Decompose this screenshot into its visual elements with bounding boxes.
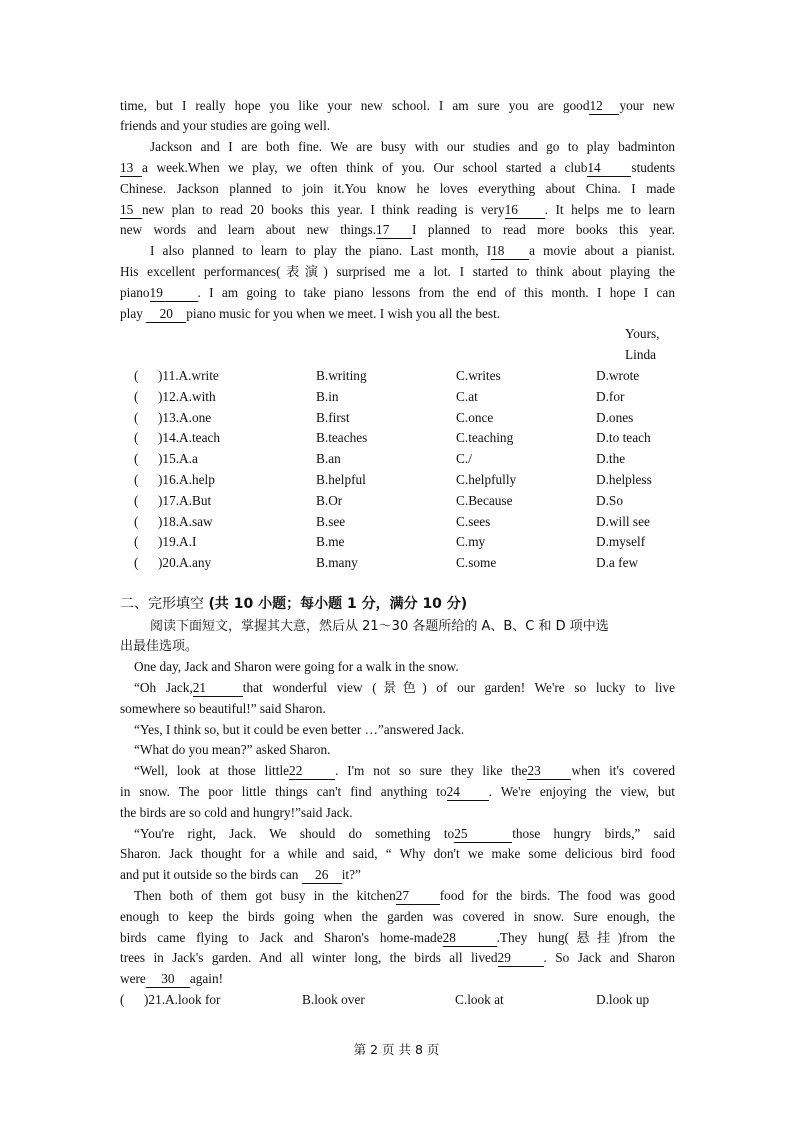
blank-29[interactable]: 29 bbox=[498, 950, 544, 967]
option-c[interactable]: C./ bbox=[456, 451, 472, 467]
option-d[interactable]: D.ones bbox=[596, 409, 634, 425]
answer-paren[interactable]: ( bbox=[120, 992, 125, 1007]
option-b[interactable]: B.writing bbox=[316, 368, 367, 383]
option-c[interactable]: C.helpfully bbox=[456, 472, 517, 487]
question-option-a[interactable]: )12.A.with bbox=[158, 388, 216, 404]
option-b[interactable]: B.see bbox=[316, 513, 346, 529]
blank-22[interactable]: 22 bbox=[289, 763, 335, 780]
option-c[interactable]: C.teaching bbox=[456, 430, 514, 446]
option-c[interactable]: C.my bbox=[456, 534, 486, 550]
text-run: . We're enjoying the view, but bbox=[488, 784, 675, 799]
option-row bbox=[120, 990, 680, 1010]
option-d[interactable]: D.So bbox=[596, 492, 623, 508]
blank-25[interactable]: 25 bbox=[454, 826, 512, 843]
passage-line bbox=[120, 969, 675, 989]
text-run: piano music for you when we meet. I wish you all the best. bbox=[186, 306, 501, 321]
passage-line bbox=[120, 220, 675, 240]
passage-line bbox=[120, 96, 675, 116]
text-run: students bbox=[631, 160, 675, 175]
text-run: were bbox=[120, 971, 146, 986]
text-run: again! bbox=[189, 971, 224, 986]
passage-line: enough to keep the birds going when the garden was covered in snow. Sure enough, the bbox=[120, 909, 675, 924]
question-option-a[interactable]: )21.A.look for bbox=[144, 992, 221, 1007]
passage-line bbox=[134, 761, 675, 781]
passage-line: His excellent performances(表演) surprised me a lot. I started to think about playing the bbox=[120, 264, 675, 279]
option-d[interactable]: D.to teach bbox=[596, 430, 651, 446]
question-option-a[interactable]: )19.A.I bbox=[158, 534, 197, 550]
option-c[interactable]: C.once bbox=[456, 409, 494, 425]
text-run: your new bbox=[619, 98, 675, 113]
option-b[interactable]: B.me bbox=[316, 534, 345, 550]
passage-line: “What do you mean?” asked Sharon. bbox=[134, 742, 331, 757]
passage-line: Jackson and I are both fine. We are busy with our studies and go to play badminton bbox=[150, 139, 675, 154]
text-run: it?” bbox=[341, 867, 361, 882]
text-run: . I'm not so sure they like the bbox=[335, 763, 528, 778]
option-b[interactable]: B.first bbox=[316, 409, 350, 425]
blank-16[interactable]: 16 bbox=[505, 202, 545, 219]
text-run: a week.When we play, we often think of you. Our school started a club bbox=[142, 160, 588, 175]
blank-21[interactable]: 21 bbox=[193, 680, 243, 697]
page-footer: 第 2 页 共 8 页 bbox=[353, 1042, 440, 1057]
passage-line bbox=[120, 283, 675, 303]
blank-26[interactable]: 26 bbox=[302, 867, 342, 884]
option-c[interactable]: C.at bbox=[456, 388, 478, 404]
answer-paren[interactable]: ( bbox=[134, 492, 139, 508]
passage-line bbox=[150, 241, 675, 261]
passage-line bbox=[134, 886, 675, 906]
question-option-a[interactable]: )13.A.one bbox=[158, 409, 212, 425]
text-run: . I am going to take piano lessons from the end of this month. I hope I can bbox=[197, 285, 675, 300]
option-c[interactable]: C.writes bbox=[456, 368, 501, 383]
text-run: those hungry birds,” said bbox=[512, 826, 675, 841]
text-run: piano bbox=[120, 285, 150, 300]
blank-18[interactable]: 18 bbox=[491, 243, 529, 260]
text-run: new plan to read 20 books this year. I think reading is very bbox=[142, 202, 505, 217]
option-row bbox=[134, 553, 694, 573]
answer-paren[interactable]: ( bbox=[134, 368, 139, 383]
section-title bbox=[120, 593, 467, 615]
passage-line bbox=[120, 158, 675, 178]
blank-13[interactable]: 13 bbox=[120, 160, 142, 177]
option-b[interactable]: B.many bbox=[316, 555, 358, 571]
option-row bbox=[134, 408, 694, 428]
option-row bbox=[134, 366, 694, 386]
text-run: trees in Jack's garden. And all winter long, the birds all lived bbox=[120, 950, 498, 965]
option-b[interactable]: B.in bbox=[316, 388, 339, 404]
blank-28[interactable]: 28 bbox=[443, 930, 497, 947]
answer-paren[interactable]: ( bbox=[134, 472, 139, 487]
option-d[interactable]: D.helpless bbox=[596, 472, 652, 487]
question-option-a[interactable]: )20.A.any bbox=[158, 555, 212, 571]
text-run: “Oh Jack, bbox=[134, 680, 193, 695]
passage-line: the birds are so cold and hungry!”said Jack. bbox=[120, 805, 353, 820]
passage-line bbox=[120, 200, 675, 220]
question-option-a[interactable]: )14.A.teach bbox=[158, 430, 221, 446]
blank-14[interactable]: 14 bbox=[587, 160, 631, 177]
text-run: birds came flying to Jack and Sharon's home-made bbox=[120, 930, 443, 945]
passage-line bbox=[120, 304, 675, 324]
blank-15[interactable]: 15 bbox=[120, 202, 142, 219]
text-run: .They hung(悬挂)from the bbox=[496, 930, 675, 945]
option-row bbox=[134, 428, 694, 448]
text-run: in snow. The poor little things can't find anything to bbox=[120, 784, 447, 799]
question-option-a[interactable]: )18.A.saw bbox=[158, 513, 213, 529]
text-run: food for the birds. The food was good bbox=[439, 888, 675, 903]
passage-line: friends and your studies are going well. bbox=[120, 118, 331, 133]
passage-line bbox=[120, 782, 675, 802]
blank-20[interactable]: 20 bbox=[146, 306, 186, 323]
instruction-line: 阅读下面短文，掌握其大意，然后从 21～30 各题所给的 A、B、C 和 D 项中选 bbox=[150, 619, 609, 634]
blank-19[interactable]: 19 bbox=[150, 285, 198, 302]
answer-paren[interactable]: ( bbox=[134, 430, 139, 446]
blank-12[interactable]: 12 bbox=[589, 98, 619, 115]
text-run: play bbox=[120, 306, 143, 321]
option-c[interactable]: C.sees bbox=[456, 513, 491, 529]
text-run: that wonderful view (景色) of our garden! We're so lucky to live bbox=[242, 680, 675, 695]
signature-closing: Yours, bbox=[625, 326, 660, 341]
passage-line: somewhere so beautiful!” said Sharon. bbox=[120, 701, 326, 716]
answer-paren[interactable]: ( bbox=[134, 555, 139, 571]
blank-24[interactable]: 24 bbox=[447, 784, 489, 801]
option-d[interactable]: D.will see bbox=[596, 513, 650, 529]
passage-line: “Yes, I think so, but it could be even better …”answered Jack. bbox=[134, 722, 465, 737]
text-run: . So Jack and Sharon bbox=[543, 950, 675, 965]
option-row bbox=[134, 449, 694, 469]
option-d[interactable]: D.myself bbox=[596, 534, 646, 550]
passage-line: Sharon. Jack thought for a while and said, “ Why don't we make some delicious bird food bbox=[120, 846, 675, 861]
text-run: I also planned to learn to play the piano. Last month, I bbox=[150, 243, 492, 258]
blank-27[interactable]: 27 bbox=[396, 888, 440, 905]
option-row bbox=[134, 512, 694, 532]
section-scoring: (共 10 小题；每小题 1 分，满分 10 分) bbox=[208, 596, 468, 612]
question-option-a[interactable]: )17.A.But bbox=[158, 492, 212, 508]
option-d[interactable]: D.the bbox=[596, 451, 626, 467]
signature-name: Linda bbox=[625, 347, 657, 362]
answer-paren[interactable]: ( bbox=[134, 534, 139, 550]
answer-paren[interactable]: ( bbox=[134, 409, 139, 425]
answer-paren[interactable]: ( bbox=[134, 451, 139, 467]
passage-line bbox=[120, 865, 675, 885]
answer-paren[interactable]: ( bbox=[134, 513, 139, 529]
option-b[interactable]: B.teaches bbox=[316, 430, 368, 446]
text-run: a movie about a pianist. bbox=[529, 243, 675, 258]
question-option-a[interactable]: )15.A.a bbox=[158, 451, 198, 467]
option-d[interactable]: D.wrote bbox=[596, 368, 640, 383]
passage-line bbox=[134, 824, 675, 844]
blank-17[interactable]: 17 bbox=[376, 222, 412, 239]
option-row bbox=[134, 387, 694, 407]
text-run: “You're right, Jack. We should do something to bbox=[134, 826, 455, 841]
option-c[interactable]: C.some bbox=[456, 555, 497, 571]
text-run: I planned to read more books this year. bbox=[412, 222, 675, 237]
option-d[interactable]: D.look up bbox=[596, 992, 650, 1007]
answer-paren[interactable]: ( bbox=[134, 388, 139, 404]
instruction-line: 出最佳选项。 bbox=[120, 639, 199, 654]
section-heading: 二、完形填空 bbox=[120, 596, 209, 612]
passage-line bbox=[120, 928, 675, 948]
option-c[interactable]: C.Because bbox=[456, 492, 513, 508]
question-option-a[interactable]: )11.A.write bbox=[158, 368, 219, 383]
option-c[interactable]: C.look at bbox=[455, 992, 504, 1007]
text-run: new words and learn about new things. bbox=[120, 222, 377, 237]
text-run: when it's covered bbox=[571, 763, 675, 778]
option-row bbox=[134, 532, 694, 552]
blank-23[interactable]: 23 bbox=[527, 763, 571, 780]
passage-line: Chinese. Jackson planned to join it.You know he loves everything about China. I made bbox=[120, 181, 675, 196]
text-run: time, but I really hope you like your new school. I am sure you are good bbox=[120, 98, 590, 113]
option-b[interactable]: B.Or bbox=[316, 492, 343, 508]
option-row bbox=[134, 491, 694, 511]
passage-line bbox=[134, 678, 675, 698]
text-run: “Well, look at those little bbox=[134, 763, 290, 778]
question-option-a[interactable]: )16.A.help bbox=[158, 472, 215, 487]
option-b[interactable]: B.helpful bbox=[316, 472, 366, 487]
text-run: and put it outside so the birds can bbox=[120, 867, 299, 882]
option-b[interactable]: B.an bbox=[316, 451, 341, 467]
text-run: Then both of them got busy in the kitchen bbox=[134, 888, 396, 903]
passage-line bbox=[120, 948, 675, 968]
text-run: . It helps me to learn bbox=[544, 202, 675, 217]
option-row bbox=[134, 470, 694, 490]
blank-30[interactable]: 30 bbox=[146, 971, 190, 988]
option-b[interactable]: B.look over bbox=[302, 992, 365, 1007]
passage-line: One day, Jack and Sharon were going for a walk in the snow. bbox=[134, 659, 459, 674]
option-d[interactable]: D.for bbox=[596, 388, 625, 404]
option-d[interactable]: D.a few bbox=[596, 555, 639, 571]
